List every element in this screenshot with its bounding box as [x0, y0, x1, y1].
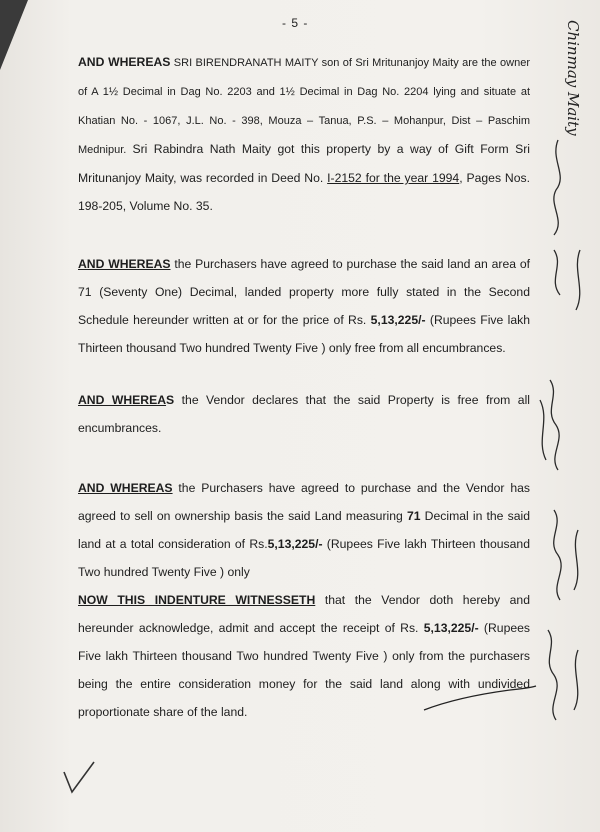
paragraph-3-lead: AND WHEREA — [78, 393, 167, 407]
paragraph-5-text-a: that the Vendor doth hereby and hereunder acknowledge, admit and accept the receipt of Rs. — [78, 593, 530, 635]
paragraph-2-text-b: (Rupees Five lakh Thirteen thousand Two hundred Twenty Five ) only free from all encumbrances. — [78, 313, 530, 355]
paragraph-4-amount: 5,13,225/- — [267, 537, 323, 551]
tick-mark-icon — [60, 758, 100, 798]
paragraph-5-text-b: (Rupees Five lakh Thirteen thousand Two hundred Twenty Five ) only from the purchasers being the entire consideration money for the said land along with undivided proportionate share of the land. — [78, 621, 530, 719]
paragraph-4-text-a: the Purchasers have agreed to purchase and the Vendor has agreed to sell on ownership basis the said Land measuring — [78, 481, 530, 523]
paragraph-4 — [78, 474, 530, 586]
paragraph-2 — [78, 250, 530, 362]
paragraph-1 — [78, 48, 530, 220]
deed-reference: I-2152 for the year 1994 — [327, 171, 460, 185]
margin-signature: Chinmay Maity — [564, 20, 582, 136]
paragraph-5-amount: 5,13,225/- — [423, 621, 479, 635]
paragraph-3-lead-tail: S — [166, 393, 175, 407]
paragraph-2-lead: AND WHEREAS — [78, 257, 171, 271]
signature-stroke — [420, 680, 540, 720]
paragraph-1-text-a: SRI BIRENDRANATH MAITY son of Sri Mritunanjoy Maity are the owner of A 1½ Decimal in Dag No. 2203 and 1½ Decimal in Dag No. 2204 lying and situate at Khatian No. - 1067, J.L. No. - 398, Mouza – Tanua, P.S. – Mohanpur, Dist – Paschim Mednipur. — [78, 57, 530, 156]
margin-handwriting-scribbles — [520, 130, 600, 750]
paragraph-3 — [78, 386, 530, 442]
paragraph-2-text-a: the Purchasers have agreed to purchase the said land an area of 71 (Seventy One) Decimal, landed property more fully stated in the Second Schedule hereunder written at or for the price of Rs. — [78, 257, 530, 327]
paragraph-3-text: the Vendor declares that the said Property is free from all encumbrances. — [78, 393, 530, 435]
paragraph-4-text-c: (Rupees Five lakh Thirteen thousand Two hundred Twenty Five ) only — [78, 537, 530, 579]
paragraph-4-area: 71 — [406, 509, 421, 523]
folded-corner — [0, 0, 28, 70]
paragraph-2-amount: 5,13,225/- — [370, 313, 426, 327]
paragraph-4-lead: AND WHEREAS — [78, 481, 173, 495]
paragraph-5-lead: NOW THIS INDENTURE WITNESSETH — [78, 593, 316, 607]
paragraph-1-text-b: Sri Rabindra Nath Maity got this property by a way of Gift Form Sri Mritunanjoy Maity, was recorded in Deed No. — [78, 142, 530, 185]
paragraph-1-text-c: , Pages Nos. 198-205, Volume No. 35. — [78, 171, 530, 213]
paragraph-1-lead: AND WHEREAS — [78, 55, 171, 69]
paragraph-4-text-b: Decimal in the said land at a total consideration of Rs. — [78, 509, 530, 551]
page-number: - 5 - — [282, 16, 309, 30]
